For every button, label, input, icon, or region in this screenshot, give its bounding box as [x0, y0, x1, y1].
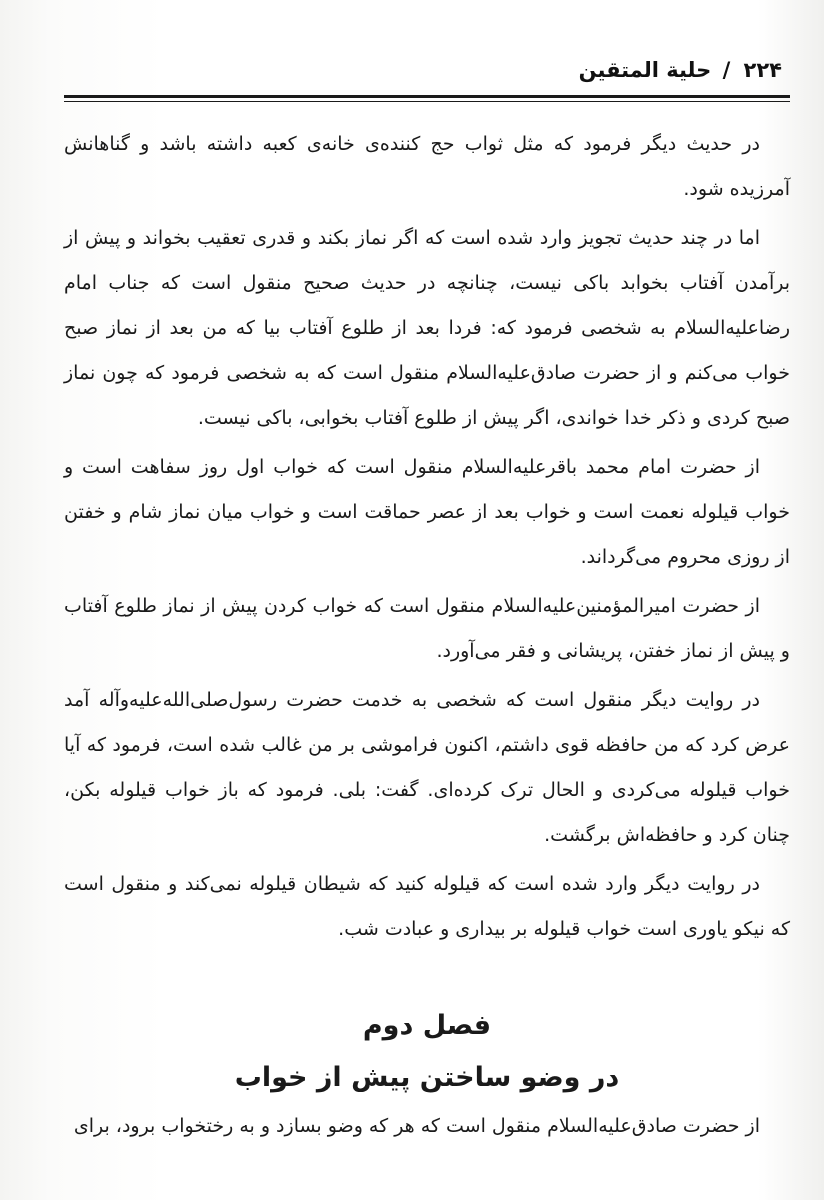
- header-rule-thin: [64, 101, 790, 102]
- page-number: ۲۲۴: [743, 58, 782, 82]
- closing-line: از حضرت صادق‌علیه‌السلام منقول است که هر که وضو بسازد و به رختخواب برود، برای: [73, 1115, 760, 1137]
- chapter-subtitle: در وضو ساختن پیش از خواب: [234, 1062, 620, 1093]
- book-title: حلیة المتقین: [578, 58, 712, 82]
- chapter-title: فصل دوم: [362, 1010, 492, 1041]
- paragraph: اما در چند حدیث تجویز وارد شده است که اگر نماز بکند و قدری تعقیب بخواند و پیش از برآمدن آفتاب بخوابد باکی نیست، چنانچه در حدیث صحیح منقول است که جناب امام رضاعلیه‌السلام به شخصی فرمود که: فردا بعد از طلوع آفتاب بیا که من بعد از نماز صبح خواب می‌کنم و از حضرت صادق‌علیه‌السلام منقول است که به شخصی فرمود که چون نماز صبح کردی و ذکر خدا خواندی، اگر پیش از طلوع آفتاب بخوابی، باکی نیست.: [64, 227, 790, 429]
- main-text: [64, 122, 790, 956]
- paragraph: از حضرت امام محمد باقرعلیه‌السلام منقول است که خواب اول روز سفاهت است و خواب قیلوله نعمت است و خواب بعد از عصر حماقت است و خواب میان نماز شام و خفتن از روزی محروم می‌گرداند.: [64, 456, 790, 568]
- header-separator: /: [722, 58, 731, 82]
- paragraph: در روایت دیگر منقول است که شخصی به خدمت حضرت رسول‌صلی‌الله‌علیه‌وآله آمد عرض کرد که من حافظه قوی داشتم، اکنون فراموشی بر من غالب شده است، فرمود که آیا خواب قیلوله می‌کردی و الحال ترک کرده‌ای. گفت: بلی. فرمود که باز خواب قیلوله بکن، چنان کرد و حافظه‌اش برگشت.: [64, 689, 790, 846]
- paragraph: در روایت دیگر وارد شده است که قیلوله کنید که شیطان قیلوله نمی‌کند و منقول است که نیکو یاوری است خواب قیلوله بر بیداری و عبادت شب.: [64, 873, 790, 940]
- paragraph: از حضرت امیرالمؤمنین‌علیه‌السلام منقول است که خواب کردن پیش از نماز طلوع آفتاب و پیش از نماز خفتن، پریشانی و فقر می‌آورد.: [64, 595, 790, 662]
- chapter-heading: [64, 1000, 790, 1104]
- running-header: [579, 58, 782, 82]
- paragraph: در حدیث دیگر فرمود که مثل ثواب حج کننده‌ی خانه‌ی کعبه داشته باشد و گناهانش آمرزیده شود.: [64, 133, 790, 200]
- header-rule-thick: [64, 95, 790, 98]
